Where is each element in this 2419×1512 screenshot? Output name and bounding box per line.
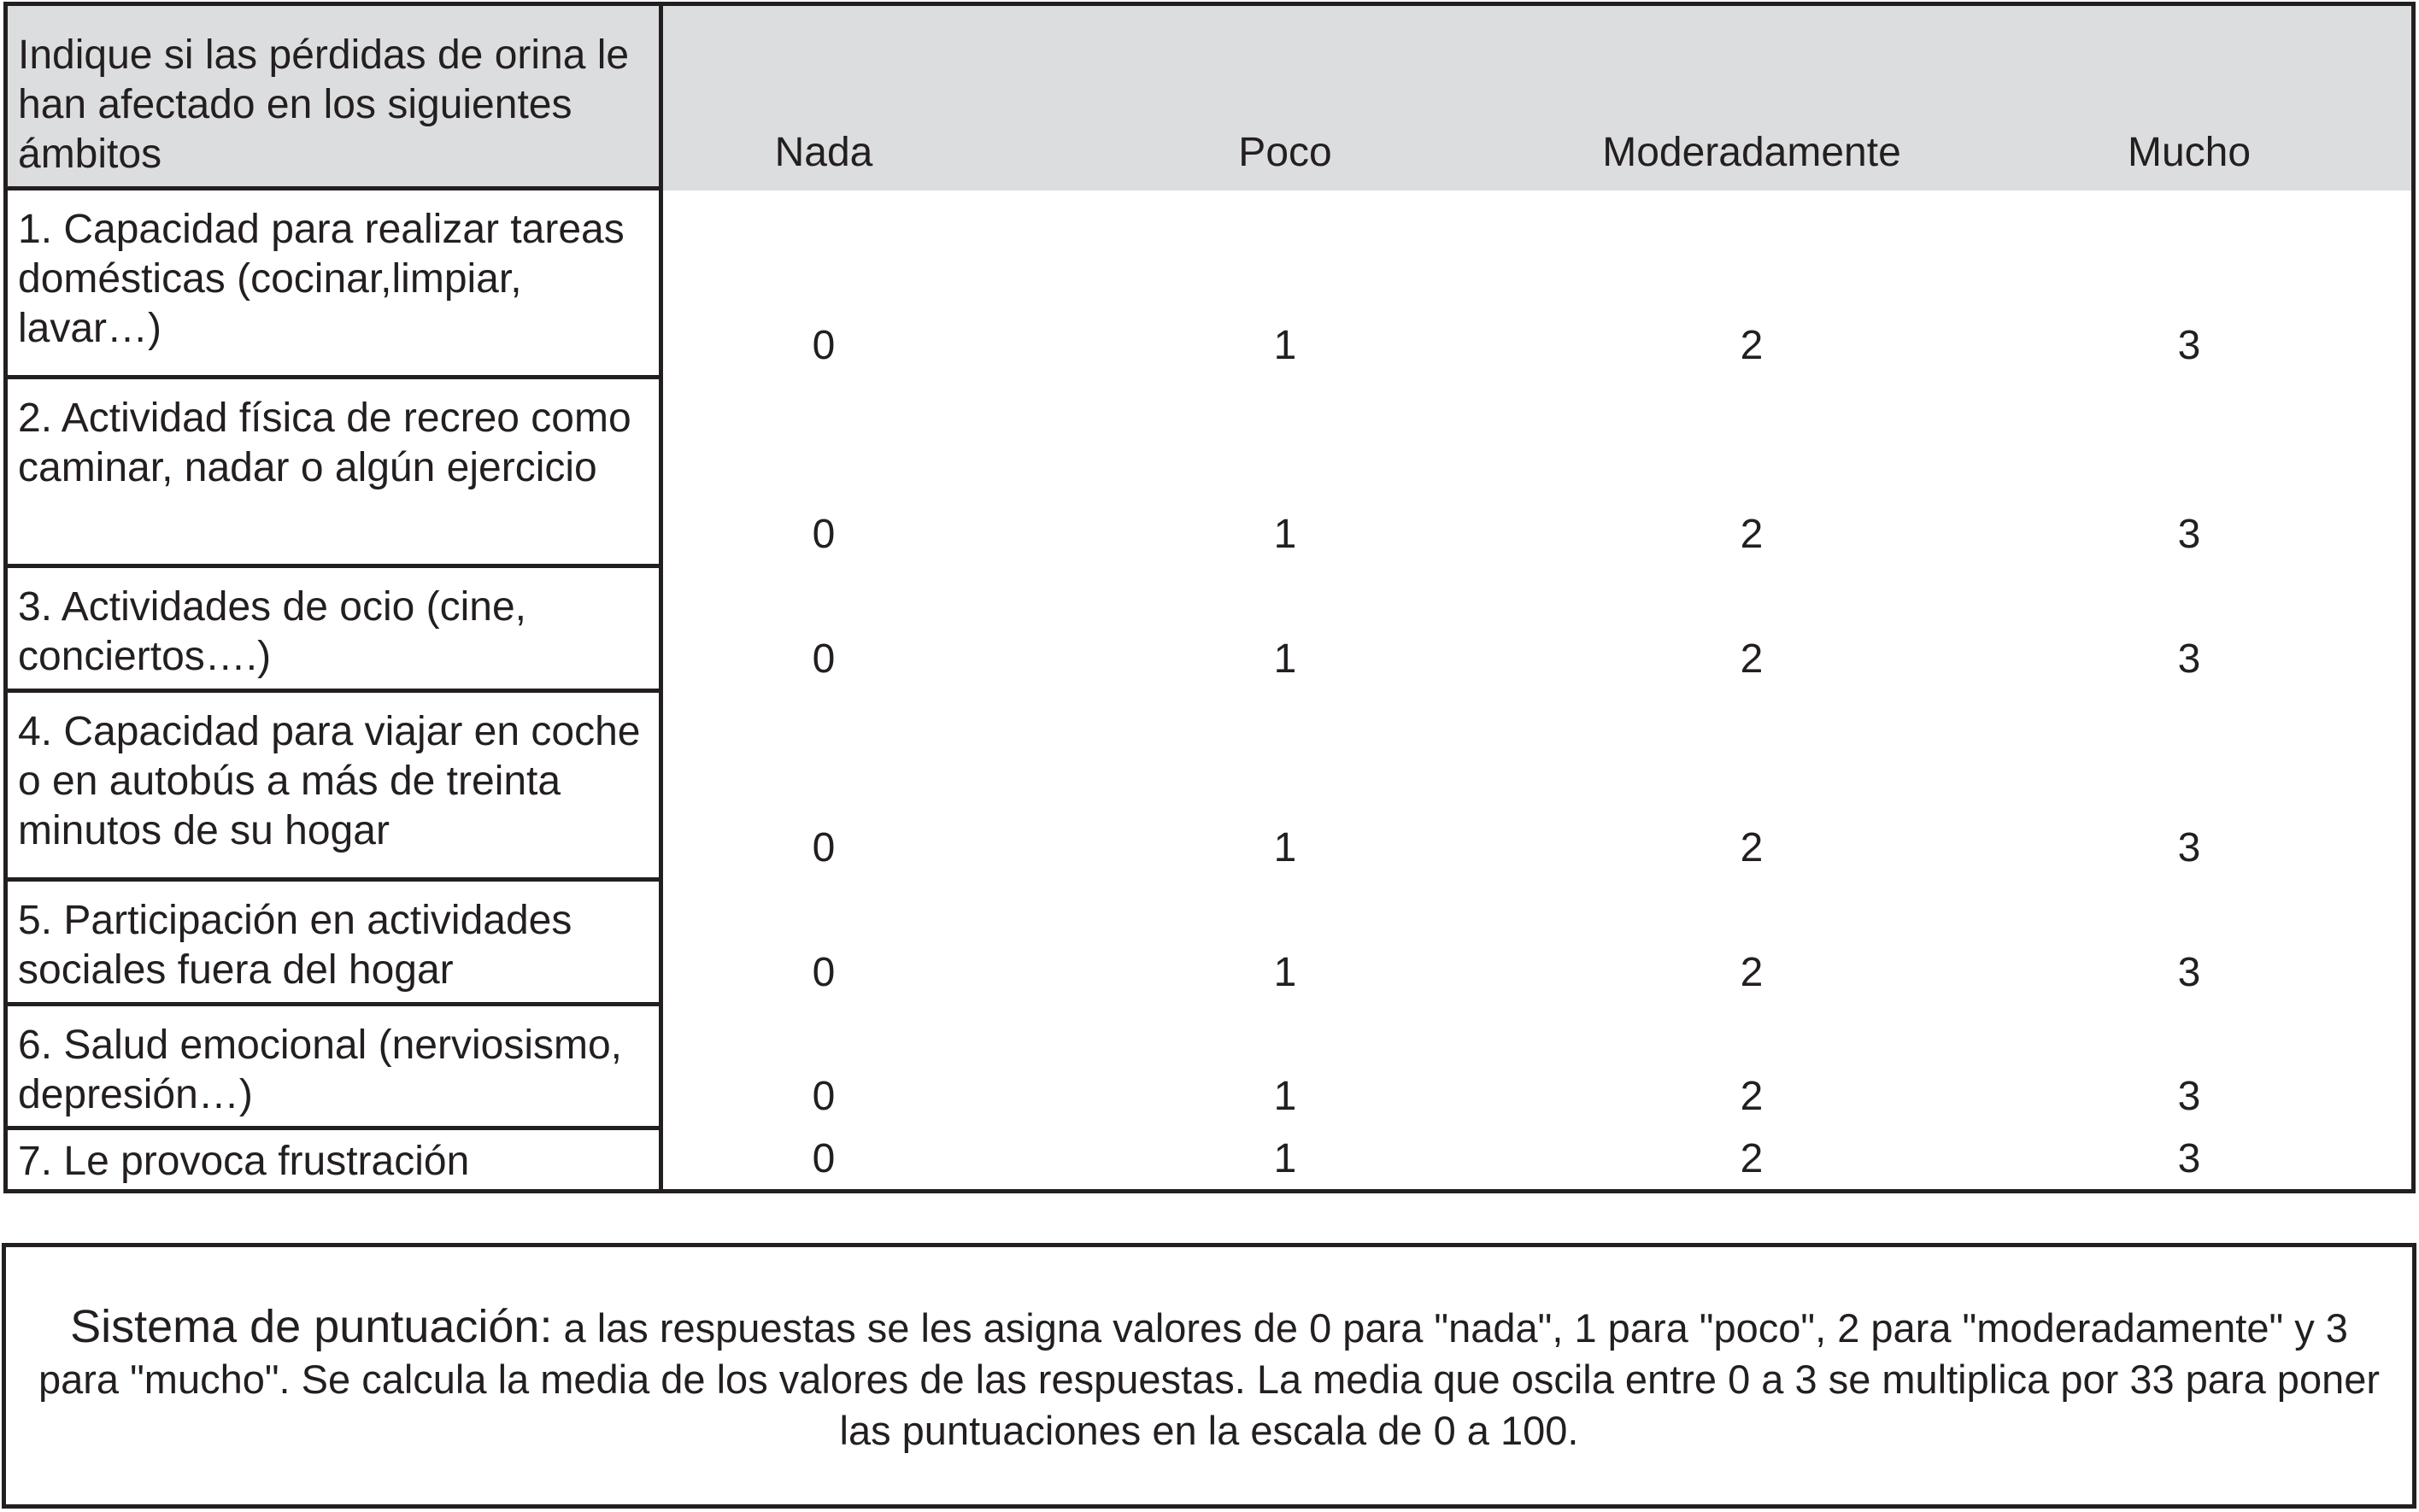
header-option-poco: Poco bbox=[1238, 130, 1332, 175]
header-options-row bbox=[663, 6, 2411, 190]
item-label-2: 2. Actividad física de recreo como caminar, nadar o algún ejercicio bbox=[8, 379, 663, 568]
item-label-5: 5. Participación en actividades sociales fuera del hogar bbox=[8, 882, 663, 1006]
score-option[interactable]: 3 bbox=[2177, 512, 2201, 557]
score-option[interactable]: 0 bbox=[812, 950, 836, 995]
item-label-3: 3. Actividades de ocio (cine, conciertos….) bbox=[8, 568, 663, 693]
header-option-moderadamente: Moderadamente bbox=[1602, 130, 1901, 175]
item-scores-2 bbox=[663, 379, 2411, 568]
header-option-nada: Nada bbox=[774, 130, 873, 175]
score-option[interactable]: 3 bbox=[2177, 323, 2201, 368]
item-scores-1 bbox=[663, 190, 2411, 379]
item-scores-6 bbox=[663, 1006, 2411, 1130]
score-option[interactable]: 3 bbox=[2177, 950, 2201, 995]
score-option[interactable]: 1 bbox=[1273, 1136, 1297, 1181]
score-option[interactable]: 1 bbox=[1273, 950, 1297, 995]
score-option[interactable]: 2 bbox=[1740, 512, 1764, 557]
score-option[interactable]: 3 bbox=[2177, 1074, 2201, 1119]
header-option-mucho: Mucho bbox=[2127, 130, 2252, 175]
item-label-1: 1. Capacidad para realizar tareas domésticas (cocinar,limpiar, lavar…) bbox=[8, 190, 663, 379]
score-option[interactable]: 1 bbox=[1273, 636, 1297, 682]
score-option[interactable]: 0 bbox=[812, 1136, 836, 1181]
score-option[interactable]: 0 bbox=[812, 825, 836, 870]
score-option[interactable]: 3 bbox=[2177, 825, 2201, 870]
score-option[interactable]: 2 bbox=[1740, 323, 1764, 368]
header-question: Indique si las pérdidas de orina le han afectado en los siguientes ámbitos bbox=[8, 6, 663, 190]
questionnaire-table bbox=[3, 2, 2416, 1193]
score-option[interactable]: 2 bbox=[1740, 636, 1764, 682]
score-option[interactable]: 1 bbox=[1273, 1074, 1297, 1119]
item-scores-3 bbox=[663, 568, 2411, 693]
score-option[interactable]: 1 bbox=[1273, 323, 1297, 368]
item-label-6: 6. Salud emocional (nerviosismo, depresión…) bbox=[8, 1006, 663, 1130]
score-option[interactable]: 0 bbox=[812, 512, 836, 557]
item-scores-4 bbox=[663, 693, 2411, 882]
score-option[interactable]: 2 bbox=[1740, 1074, 1764, 1119]
score-option[interactable]: 2 bbox=[1740, 825, 1764, 870]
item-scores-5 bbox=[663, 882, 2411, 1006]
item-label-4: 4. Capacidad para viajar en coche o en autobús a más de treinta minutos de su hogar bbox=[8, 693, 663, 882]
score-option[interactable]: 0 bbox=[812, 1074, 836, 1119]
score-option[interactable]: 2 bbox=[1740, 1136, 1764, 1181]
score-option[interactable]: 2 bbox=[1740, 950, 1764, 995]
score-option[interactable]: 0 bbox=[812, 636, 836, 682]
score-option[interactable]: 1 bbox=[1273, 512, 1297, 557]
scoring-title: Sistema de puntuación: bbox=[70, 1301, 553, 1352]
score-option[interactable]: 0 bbox=[812, 323, 836, 368]
item-label-7: 7. Le provoca frustración bbox=[8, 1130, 663, 1189]
scoring-system-box bbox=[2, 1243, 2416, 1509]
score-option[interactable]: 3 bbox=[2177, 636, 2201, 682]
score-option[interactable]: 3 bbox=[2177, 1136, 2201, 1181]
item-scores-7 bbox=[663, 1130, 2411, 1189]
score-option[interactable]: 1 bbox=[1273, 825, 1297, 870]
scoring-text: a las respuestas se les asigna valores de 0 para "nada", 1 para "poco", 2 para "moderadamente" y 3 para "mucho". Se calcula la media de los valores de las respuestas. La media que oscila entre 0 a 3 se multiplica por 33 para poner las puntuaciones en la escala de 0 a 100. bbox=[38, 1305, 2381, 1453]
